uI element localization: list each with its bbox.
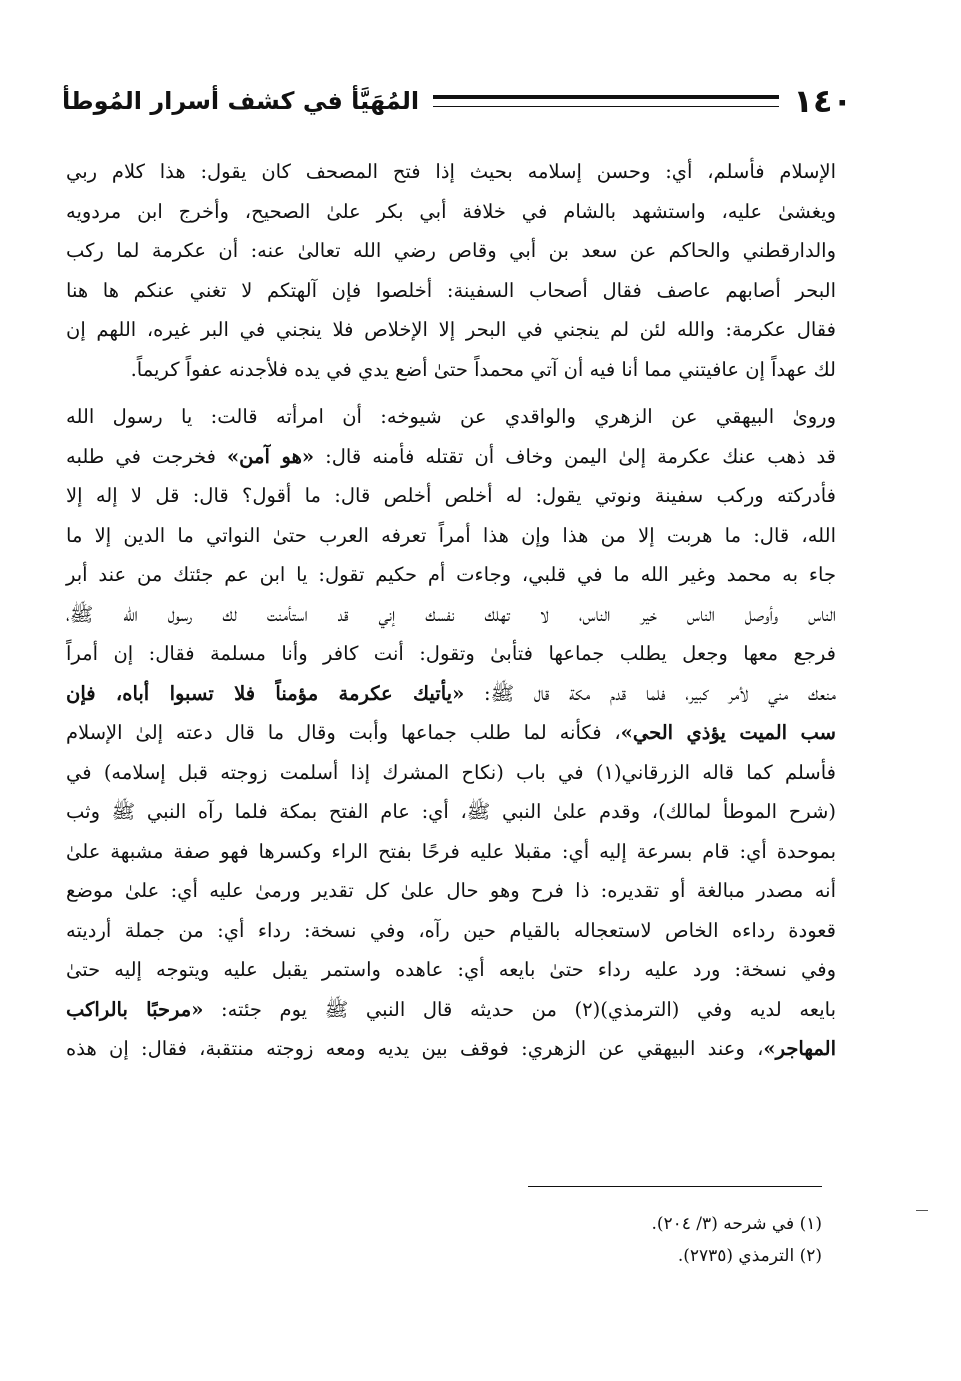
text-run: فخرجت في طلبه xyxy=(66,444,227,468)
text-line: وفي نسخة: ورد عليه رداء حتىٰ بايعه أي: عاهده واستمر يقبل عليه ويتوجه إليه حتىٰ xyxy=(66,958,836,981)
text-run: بايعه لديه وفي (الترمذي)(٢) من حديثه قال النبي ﷺ يوم جئته: xyxy=(203,997,836,1021)
text-run: منعك مني لأمر كبير، فلما قدم مكة قال ﷺ: xyxy=(464,681,836,705)
text-line: جاء به محمد وغير الله ما في قلبي، وجاءت أم حكيم تقول: يا ابن عم جئتك من عند أبر xyxy=(66,563,836,586)
footnotes xyxy=(400,1208,822,1272)
text-line: أنه مصدر مبالغة أو تقديره: ذا فرح وهو حال علىٰ كل تقدير ورمىٰ عليه أي: علىٰ موضع xyxy=(66,879,836,902)
text-line xyxy=(66,437,836,477)
text-line xyxy=(66,1029,836,1069)
text-line: الله، قال: ما هربت إلا من هذا وإن هذا أمراً تعرفه العرب حتىٰ النواتي ما الدين إلا ما xyxy=(66,523,836,547)
scan-margin-mark xyxy=(916,1210,928,1211)
header-rule xyxy=(433,95,779,107)
text-run: ، فكأنه لما طلب جماعها وأبت وقال ما قال دعته إلىٰ الإسلام xyxy=(66,721,621,744)
page-header xyxy=(62,76,852,126)
hadith-quote: «هو آمن» xyxy=(226,444,315,468)
text-line: لك عهداً إن عافيتني مما أنا فيه أن آتي محمداً حتىٰ أضع يدي في يده فلأجدنه عفواً كريماً. xyxy=(130,357,836,381)
paragraph-1 xyxy=(66,152,836,389)
text-line: البحر أصابهم عاصف فقال أصحاب السفينة: أخلصوا فإن آلهتكم لا تغني عنكم ها هنا xyxy=(66,278,837,302)
text-line: فأدركته وركب سفينة ونوتي يقول: له أخلص أخلص قال: ما أقول؟ قال: قل لا إله إلا xyxy=(66,484,836,507)
footnote-1: (١) في شرحه (٣/ ٢٠٤). xyxy=(651,1214,822,1234)
main-text xyxy=(66,152,836,1069)
paragraph-2 xyxy=(66,397,836,1069)
text-line: (شرح الموطأ لمالك)، وقدم علىٰ النبي ﷺ، أي: عام الفتح بمكة فلما رآه النبي ﷺ وثب xyxy=(66,800,837,823)
text-line: الإسلام فأسلم، أي: وحسن إسلامه بحيث إذا فتح المصحف كان يقول: هذا كلام ربي xyxy=(66,160,836,183)
text-line xyxy=(66,990,836,1030)
footnote-2: (٢) الترمذي (٢٧٣٥). xyxy=(677,1246,822,1266)
footnote-separator xyxy=(528,1186,822,1187)
text-line xyxy=(66,674,836,714)
text-line xyxy=(66,713,836,753)
text-line: فأسلم كما قاله الزرقاني(١) في باب (نكاح المشرك إذا أسلمت زوجته قبل إسلامه) في xyxy=(66,760,836,784)
text-run: ، وعند البيهقي عن الزهري: فوقف بين يديه ومعه زوجته منتقبة، فقال: إن هذه xyxy=(66,1037,764,1060)
text-line: والدارقطني والحاكم عن سعد بن أبي وقاص رضي الله تعالىٰ عنه: أن عكرمة لما ركب xyxy=(66,239,836,262)
book-title: المُهَيَّأ في كشف أسرار المُوطأ xyxy=(62,87,420,115)
page-number: ١٤٠ xyxy=(793,82,852,120)
hadith-quote: «مرحبًا بالراكب xyxy=(66,997,204,1021)
text-line: بموحدة أي: قام بسرعة إليه أي: مقبلا عليه فرحًا بفتح الراء وكسرها فهو صفة مشبهة علىٰ xyxy=(66,839,836,863)
text-run: قد ذهب عنك عكرمة إلىٰ اليمن وخاف أن تقتله فأمنه قال: xyxy=(314,444,836,468)
text-line: وروىٰ البيهقي عن الزهري والواقدي عن شيوخه: أن امرأته قالت: يا رسول الله xyxy=(66,405,836,428)
text-line: الناس وأوصل الناس خير الناس، لا تهلك نفسك إني قد استأمنت لك رسول الله ﷺ، xyxy=(66,602,836,626)
hadith-quote: «يأتيك عكرمة مؤمناً فلا تسبوا أباه، فإن xyxy=(66,681,465,705)
text-line: ويغشىٰ عليه، واستشهد بالشام في خلافة أبي بكر علىٰ الصحيح، وأخرج ابن مردويه xyxy=(66,199,836,223)
text-line: فقال عكرمة: والله لئن لم ينجني في البحر إلا الإخلاص فلا ينجني في البر غيره، اللهم إن xyxy=(66,318,836,341)
text-line: قعودة رداءه الخاص لاستعجاله بالقيام حين رآه، وفي نسخة: رداء أي: من جملة أرديته xyxy=(66,918,836,942)
text-line: فرجع معها وجعل يطلب جماعها فتأبىٰ وتقول: أنت كافر وأنا مسلمة فقال: إن أمراً xyxy=(66,642,836,665)
hadith-quote: سب الميت يؤذي الحي» xyxy=(620,721,836,744)
hadith-quote: المهاجر» xyxy=(763,1037,836,1060)
